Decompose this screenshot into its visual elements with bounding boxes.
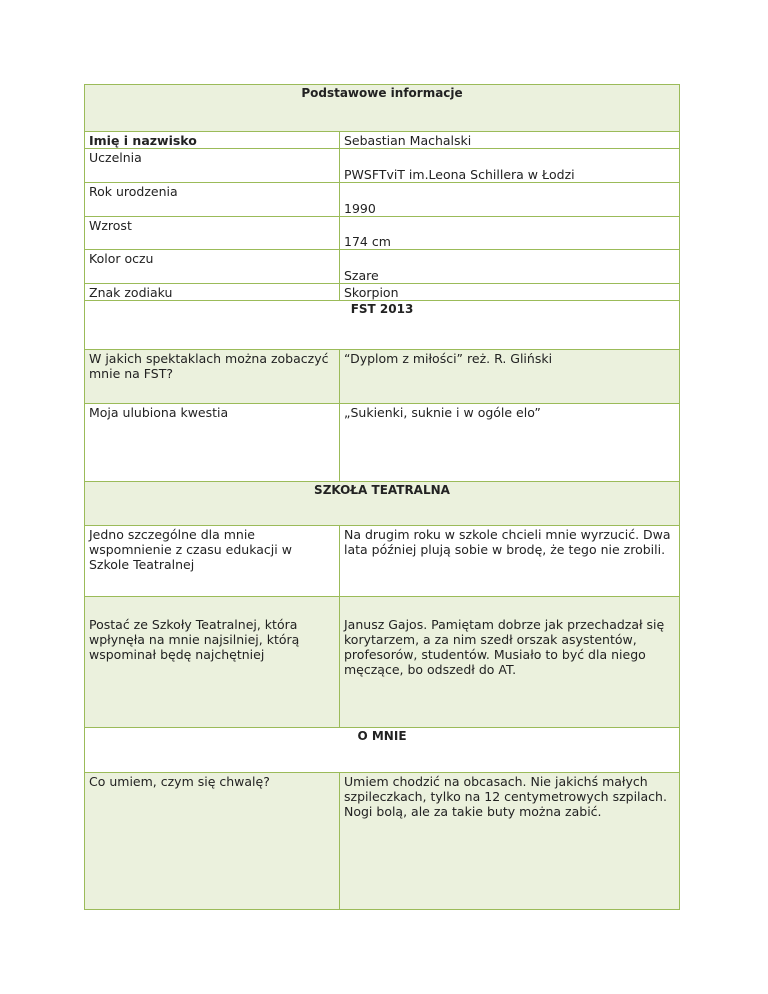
birth-year-value: 1990 xyxy=(340,183,680,217)
fst-question-performances: W jakich spektaklach można zobaczyć mnie na FST? xyxy=(85,350,340,404)
name-value: Sebastian Machalski xyxy=(340,132,680,149)
school-answer-memory: Na drugim roku w szkole chcieli mnie wyrzucić. Dwa lata później plują sobie w brodę, że tego nie zrobili. xyxy=(340,526,680,597)
table-row xyxy=(85,132,680,149)
school-question-memory: Jedno szczególne dla mnie wspomnienie z czasu edukacji w Szkole Teatralnej xyxy=(85,526,340,597)
height-value: 174 cm xyxy=(340,217,680,250)
section-title-basic: Podstawowe informacje xyxy=(85,85,680,132)
fst-answer-quote: „Sukienki, suknie i w ogóle elo” xyxy=(340,404,680,482)
fst-question-quote: Moja ulubiona kwestia xyxy=(85,404,340,482)
table-row xyxy=(85,217,680,250)
birth-year-label: Rok urodzenia xyxy=(85,183,340,217)
section-header-row xyxy=(85,301,680,350)
height-label: Wzrost xyxy=(85,217,340,250)
eye-color-label: Kolor oczu xyxy=(85,250,340,284)
section-header-row xyxy=(85,482,680,526)
table-row xyxy=(85,284,680,301)
table-row xyxy=(85,183,680,217)
profile-table xyxy=(84,84,680,910)
school-question-person: Postać ze Szkoły Teatralnej, która wpłynęła na mnie najsilniej, którą wspominał będę najchętniej xyxy=(85,597,340,728)
zodiac-value: Skorpion xyxy=(340,284,680,301)
section-title-fst: FST 2013 xyxy=(85,301,680,350)
name-label: Imię i nazwisko xyxy=(85,132,340,149)
section-header-row xyxy=(85,728,680,773)
university-label: Uczelnia xyxy=(85,149,340,183)
table-row xyxy=(85,404,680,482)
table-row xyxy=(85,773,680,910)
section-title-school: SZKOŁA TEATRALNA xyxy=(85,482,680,526)
section-title-about: O MNIE xyxy=(85,728,680,773)
zodiac-label: Znak zodiaku xyxy=(85,284,340,301)
fst-answer-performances: “Dyplom z miłości” reż. R. Gliński xyxy=(340,350,680,404)
about-question-skills: Co umiem, czym się chwalę? xyxy=(85,773,340,910)
about-answer-skills: Umiem chodzić na obcasach. Nie jakichś małych szpileczkach, tylko na 12 centymetrowych szpilach. Nogi bolą, ale za takie buty można zabić. xyxy=(340,773,680,910)
table-row xyxy=(85,250,680,284)
school-answer-person: Janusz Gajos. Pamiętam dobrze jak przechadzał się korytarzem, a za nim szedł orszak asystentów, profesorów, studentów. Musiało to być dla niego męczące, bo odszedł do AT. xyxy=(340,597,680,728)
university-value: PWSFTviT im.Leona Schillera w Łodzi xyxy=(340,149,680,183)
table-row xyxy=(85,350,680,404)
section-header-row xyxy=(85,85,680,132)
table-row xyxy=(85,526,680,597)
table-row xyxy=(85,149,680,183)
table-row xyxy=(85,597,680,728)
eye-color-value: Szare xyxy=(340,250,680,284)
